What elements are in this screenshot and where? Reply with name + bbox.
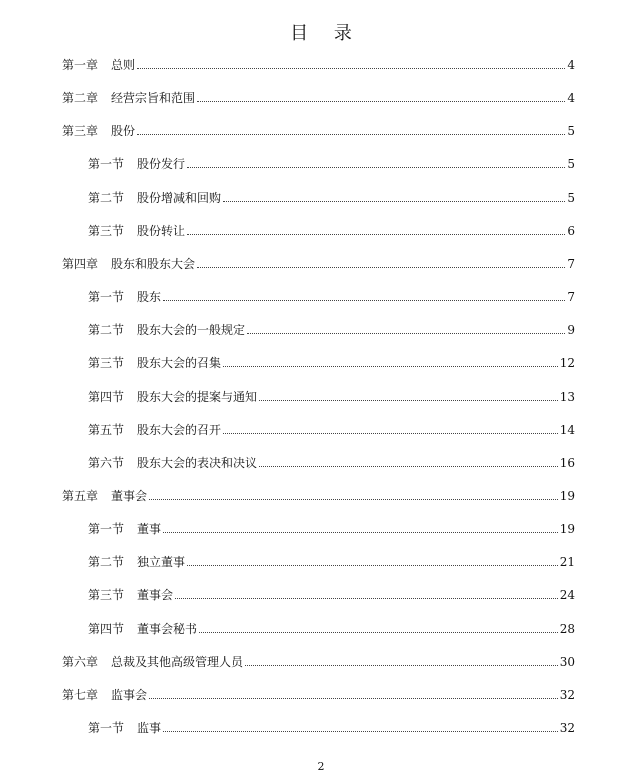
toc-dot-leader <box>137 133 565 135</box>
toc-entry-number: 第二节 <box>88 323 125 338</box>
toc-entry-page: 6 <box>567 223 575 238</box>
toc-entry-title: 监事 <box>137 721 162 735</box>
toc-entry-title: 董事会 <box>137 588 174 603</box>
toc-section-entry[interactable] <box>88 451 575 471</box>
toc-entry-title: 总则 <box>111 58 136 72</box>
toc-entry-number: 第三节 <box>88 223 125 238</box>
toc-entry-title: 股东 <box>137 290 162 305</box>
toc-chapter-entry[interactable] <box>62 484 575 504</box>
toc-dot-leader <box>223 365 558 367</box>
toc-entry-page: 21 <box>559 555 575 570</box>
toc-dot-leader <box>259 465 558 467</box>
toc-entry-page: 19 <box>559 488 575 503</box>
toc-entry-page: 13 <box>559 389 575 404</box>
toc-dot-leader <box>245 664 558 666</box>
toc-chapter-entry[interactable] <box>62 650 575 670</box>
toc-entry-title: 监事会 <box>111 687 148 702</box>
toc-chapter-entry[interactable] <box>62 683 575 703</box>
toc-dot-leader <box>223 432 558 434</box>
toc-dot-leader <box>163 730 558 732</box>
toc-chapter-entry[interactable] <box>62 86 575 106</box>
toc-entry-number: 第一节 <box>88 522 125 537</box>
toc-chapter-entry[interactable] <box>62 252 575 272</box>
toc-title: 目 录 <box>290 23 362 44</box>
toc-section-entry[interactable] <box>88 550 575 570</box>
toc-entry-number: 第二章 <box>62 91 99 106</box>
toc-dot-leader <box>149 697 558 699</box>
toc-dot-leader <box>199 631 558 633</box>
toc-dot-leader <box>149 498 558 500</box>
toc-chapter-entry[interactable] <box>62 53 575 73</box>
toc-entry-page: 24 <box>559 588 575 603</box>
toc-entry-page: 5 <box>567 157 575 172</box>
toc-entry-number: 第六章 <box>62 654 99 669</box>
toc-entry-number: 第四章 <box>62 256 99 271</box>
toc-section-entry[interactable] <box>88 716 575 736</box>
toc-section-entry[interactable] <box>88 418 575 438</box>
toc-entry-title: 股份发行 <box>137 157 186 172</box>
toc-entry-number: 第五节 <box>88 422 125 437</box>
toc-entry-number: 第五章 <box>62 488 99 503</box>
toc-section-entry[interactable] <box>88 351 575 371</box>
toc-entry-title: 董事 <box>137 522 162 537</box>
toc-entry-page: 32 <box>559 687 575 702</box>
toc-section-entry[interactable] <box>88 318 575 338</box>
toc-section-entry[interactable] <box>88 186 575 206</box>
toc-entry-title: 股东大会的召集 <box>137 356 222 371</box>
toc-dot-leader <box>247 332 565 334</box>
toc-section-entry[interactable] <box>88 617 575 637</box>
toc-dot-leader <box>175 597 558 599</box>
toc-entry-title: 总裁及其他高级管理人员 <box>111 654 244 669</box>
toc-entry-page: 30 <box>559 654 575 669</box>
toc-entry-page: 28 <box>559 621 575 636</box>
toc-entry-page: 14 <box>559 422 575 437</box>
toc-entry-title: 股份转让 <box>137 223 186 238</box>
toc-dot-leader <box>197 266 565 268</box>
toc-dot-leader <box>223 200 565 202</box>
toc-section-entry[interactable] <box>88 219 575 239</box>
toc-entry-title: 股份增减和回购 <box>137 190 222 205</box>
toc-entry-page: 7 <box>567 256 575 271</box>
toc-entry-page: 19 <box>559 522 575 537</box>
toc-entry-page: 9 <box>567 323 575 338</box>
toc-dot-leader <box>187 166 565 168</box>
toc-entry-number: 第四节 <box>88 621 125 636</box>
toc-entry-number: 第一节 <box>88 721 125 735</box>
toc-entry-title: 股东大会的一般规定 <box>137 323 246 338</box>
toc-section-entry[interactable] <box>88 385 575 405</box>
toc-entry-page: 4 <box>567 58 575 72</box>
toc-section-entry[interactable] <box>88 583 575 603</box>
toc-entry-title: 股东大会的召开 <box>137 422 222 437</box>
toc-entry-number: 第七章 <box>62 687 99 702</box>
toc-entry-title: 董事会秘书 <box>137 621 198 636</box>
toc-entry-number: 第三节 <box>88 356 125 371</box>
toc-entry-title: 经营宗旨和范围 <box>111 91 196 106</box>
toc-entry-number: 第一节 <box>88 157 125 172</box>
toc-dot-leader <box>187 564 558 566</box>
toc-entry-number: 第一节 <box>88 290 125 305</box>
toc-dot-leader <box>187 233 565 235</box>
toc-entry-title: 股东大会的提案与通知 <box>137 389 258 404</box>
toc-chapter-entry[interactable] <box>62 119 575 139</box>
toc-entry-number: 第六节 <box>88 455 125 470</box>
page-number: 2 <box>317 760 325 773</box>
toc-entry-number: 第二节 <box>88 190 125 205</box>
toc-section-entry[interactable] <box>88 285 575 305</box>
toc-entry-number: 第二节 <box>88 555 125 570</box>
toc-dot-leader <box>259 399 558 401</box>
toc-entry-page: 4 <box>567 91 575 106</box>
toc-entry-page: 5 <box>567 124 575 139</box>
toc-entry-page: 32 <box>559 721 575 735</box>
toc-entry-number: 第三节 <box>88 588 125 603</box>
toc-entry-title: 独立董事 <box>137 555 186 570</box>
toc-entry-number: 第四节 <box>88 389 125 404</box>
toc-entry-number: 第一章 <box>62 58 99 72</box>
toc-entry-title: 股东和股东大会 <box>111 256 196 271</box>
toc-section-entry[interactable] <box>88 152 575 172</box>
toc-entry-page: 12 <box>559 356 575 371</box>
toc-entry-number: 第三章 <box>62 124 99 139</box>
toc-dot-leader <box>163 299 565 301</box>
toc-entry-title: 股东大会的表决和决议 <box>137 455 258 470</box>
toc-entry-page: 16 <box>559 455 575 470</box>
toc-section-entry[interactable] <box>88 517 575 537</box>
toc-entry-title: 股份 <box>111 124 136 139</box>
toc-dot-leader <box>137 67 565 69</box>
toc-dot-leader <box>197 100 565 102</box>
toc-entry-page: 7 <box>567 290 575 305</box>
toc-entry-title: 董事会 <box>111 488 148 503</box>
toc-dot-leader <box>163 531 558 533</box>
toc-entry-page: 5 <box>567 190 575 205</box>
